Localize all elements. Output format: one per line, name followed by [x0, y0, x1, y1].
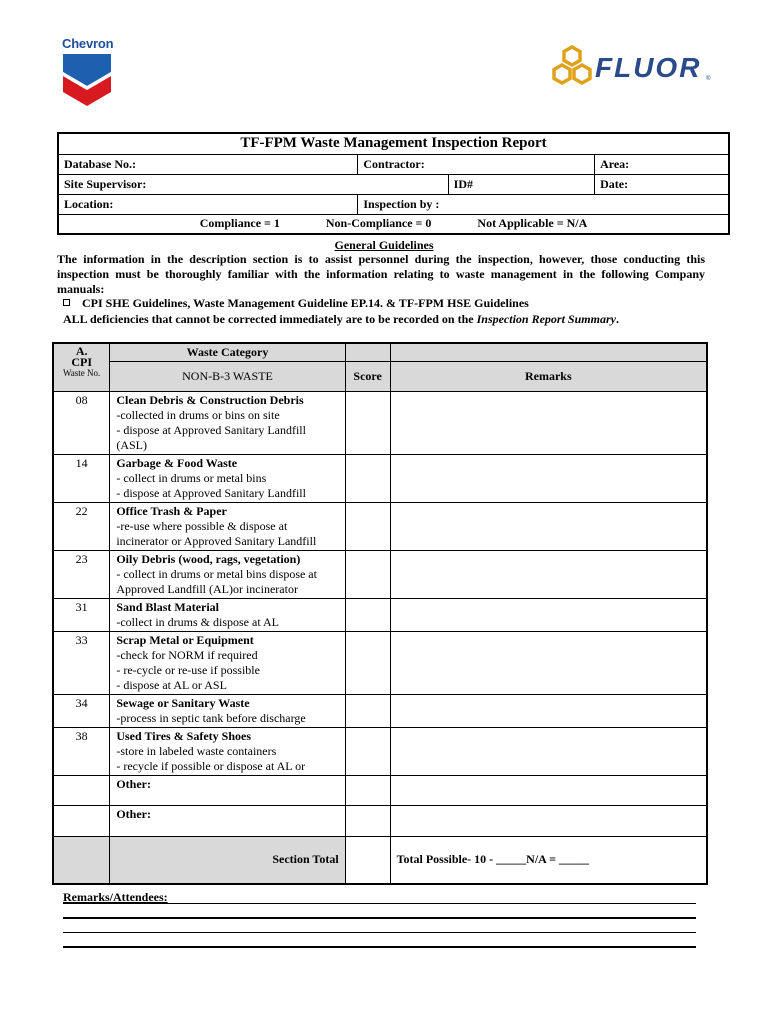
- score-cell[interactable]: [345, 727, 390, 775]
- waste-description: [110, 502, 345, 550]
- waste-description: [110, 727, 345, 775]
- waste-line: Approved Landfill (AL)or incinerator: [116, 581, 298, 596]
- table-row: [53, 727, 707, 775]
- section-total-row: [53, 836, 707, 884]
- table-row: [53, 550, 707, 598]
- guidelines-bullet: [63, 296, 529, 311]
- deficiencies-text: ALL deficiencies that cannot be corrected immediately are to be recorded on the: [63, 312, 474, 326]
- waste-no: 31: [53, 598, 110, 631]
- remarks-header-top: [390, 343, 707, 361]
- section-total-label: Section Total: [110, 836, 345, 884]
- remarks-attendees-label: Remarks/Attendees:: [63, 890, 168, 904]
- table-row: [53, 631, 707, 694]
- report-title: TF-FPM Waste Management Inspection Report: [58, 133, 729, 154]
- remarks-cell[interactable]: [390, 631, 707, 694]
- section-total-blank: [53, 836, 110, 884]
- score-cell[interactable]: [345, 454, 390, 502]
- guidelines-title: General Guidelines: [334, 238, 434, 252]
- waste-no: 14: [53, 454, 110, 502]
- waste-line: - dispose at AL or ASL: [116, 677, 227, 692]
- waste-line: incinerator or Approved Sanitary Landfill: [116, 533, 317, 548]
- waste-no: 08: [53, 391, 110, 454]
- remarks-cell[interactable]: [390, 727, 707, 775]
- waste-line: - collect in drums or metal bins: [116, 470, 267, 485]
- waste-no: 33: [53, 631, 110, 694]
- waste-title: Clean Debris & Construction Debris: [116, 392, 304, 407]
- waste-line: - recycle if possible or dispose at AL or: [116, 758, 306, 773]
- waste-category-header: Waste Category: [110, 343, 345, 361]
- registered-mark: ®: [706, 76, 711, 82]
- deficiencies-note: [63, 312, 619, 327]
- contractor-field[interactable]: Contractor:: [358, 154, 595, 174]
- remarks-cell[interactable]: [390, 454, 707, 502]
- scoring-legend: [58, 214, 729, 234]
- waste-description: [110, 631, 345, 694]
- score-cell[interactable]: [345, 775, 390, 805]
- waste-line: (ASL): [116, 437, 148, 452]
- table-row: [53, 454, 707, 502]
- guidelines-text: The information in the description section is to assist personnel during the inspection, however, those conducting this inspection must be thoroughly familiar with the information relating to waste management in the following Company manuals:: [57, 252, 705, 296]
- other-category-2[interactable]: Other:: [110, 805, 345, 836]
- waste-line: -check for NORM if required: [116, 647, 258, 662]
- table-row: [53, 502, 707, 550]
- total-possible[interactable]: Total Possible- 10 - _____N/A = _____: [390, 836, 707, 884]
- waste-no: 38: [53, 727, 110, 775]
- score-cell[interactable]: [345, 550, 390, 598]
- remarks-line[interactable]: [63, 946, 696, 948]
- remarks-line[interactable]: [63, 917, 696, 919]
- summary-reference: Inspection Report Summary: [476, 312, 616, 326]
- remarks-cell[interactable]: [390, 694, 707, 727]
- col-waste-no-label: Waste No.: [63, 368, 101, 378]
- waste-line: - collect in drums or metal bins dispose at: [116, 566, 317, 581]
- waste-title: Office Trash & Paper: [116, 503, 227, 518]
- date-field[interactable]: Date:: [595, 174, 729, 194]
- score-cell[interactable]: [345, 391, 390, 454]
- remarks-header: Remarks: [390, 361, 707, 391]
- waste-description: [110, 550, 345, 598]
- not-applicable-legend: Not Applicable = N/A: [477, 216, 588, 231]
- table-row: [53, 391, 707, 454]
- deficiencies-period: .: [615, 312, 619, 326]
- score-cell[interactable]: [345, 598, 390, 631]
- non-compliance-legend: Non-Compliance = 0: [325, 216, 432, 231]
- waste-line: - dispose at Approved Sanitary Landfill: [116, 422, 306, 437]
- guidelines-bullet-text: CPI SHE Guidelines, Waste Management Guideline EP.14. & TF-FPM HSE Guidelines: [82, 296, 529, 310]
- score-header-top: [345, 343, 390, 361]
- waste-line: -collect in drums & dispose at AL: [116, 614, 279, 629]
- table-row: [53, 598, 707, 631]
- waste-line: - dispose at Approved Sanitary Landfill: [116, 485, 306, 500]
- waste-title: Oily Debris (wood, rags, vegetation): [116, 551, 301, 566]
- waste-title: Scrap Metal or Equipment: [116, 632, 254, 647]
- score-cell[interactable]: [345, 631, 390, 694]
- score-cell[interactable]: [345, 694, 390, 727]
- table-row: [53, 694, 707, 727]
- remarks-cell[interactable]: [390, 598, 707, 631]
- chevron-logo: [60, 36, 122, 106]
- table-row: [53, 805, 707, 836]
- remarks-cell[interactable]: [390, 805, 707, 836]
- waste-title: Used Tires & Safety Shoes: [116, 728, 252, 743]
- report-header-table: [57, 132, 730, 235]
- waste-line: - re-cycle or re-use if possible: [116, 662, 260, 677]
- score-cell[interactable]: [345, 502, 390, 550]
- chevron-logo-text: Chevron: [62, 36, 114, 51]
- remarks-cell[interactable]: [390, 775, 707, 805]
- waste-line: -process in septic tank before discharge: [116, 710, 306, 725]
- area-field[interactable]: Area:: [595, 154, 729, 174]
- col-cpi-label: CPI: [71, 355, 92, 369]
- fluor-logo-text: FLUOR: [595, 52, 702, 83]
- other-category-1[interactable]: Other:: [110, 775, 345, 805]
- waste-description: [110, 598, 345, 631]
- checkbox-bullet-icon: [63, 299, 70, 306]
- fluor-hexagon-icon: [549, 44, 595, 92]
- waste-description: [110, 391, 345, 454]
- non-b3-header: NON-B-3 WASTE: [110, 361, 345, 391]
- remarks-cell[interactable]: [390, 391, 707, 454]
- waste-no: 23: [53, 550, 110, 598]
- score-header: Score: [345, 361, 390, 391]
- waste-inspection-table: [52, 342, 708, 885]
- col-a-label: A.: [75, 344, 88, 358]
- remarks-line[interactable]: [63, 903, 696, 904]
- waste-no: 34: [53, 694, 110, 727]
- table-row: [53, 775, 707, 805]
- id-field[interactable]: ID#: [448, 174, 594, 194]
- waste-no-empty: [53, 775, 110, 805]
- fluor-logo: [549, 44, 719, 92]
- waste-line: -re-use where possible & dispose at: [116, 518, 288, 533]
- waste-title: Garbage & Food Waste: [116, 455, 238, 470]
- remarks-cell[interactable]: [390, 550, 707, 598]
- waste-no: 22: [53, 502, 110, 550]
- waste-description: [110, 454, 345, 502]
- section-total-score[interactable]: [345, 836, 390, 884]
- database-no-field[interactable]: Database No.:: [58, 154, 358, 174]
- waste-line: -collected in drums or bins on site: [116, 407, 280, 422]
- remarks-cell[interactable]: [390, 502, 707, 550]
- location-field[interactable]: Location:: [58, 194, 358, 214]
- waste-description: [110, 694, 345, 727]
- site-supervisor-field[interactable]: Site Supervisor:: [58, 174, 448, 194]
- remarks-line[interactable]: [63, 932, 696, 933]
- cpi-waste-no-header: [53, 343, 110, 391]
- waste-no-empty: [53, 805, 110, 836]
- inspection-by-field[interactable]: Inspection by :: [358, 194, 729, 214]
- waste-title: Sewage or Sanitary Waste: [116, 695, 250, 710]
- score-cell[interactable]: [345, 805, 390, 836]
- waste-line: -store in labeled waste containers: [116, 743, 277, 758]
- waste-title: Sand Blast Material: [116, 599, 220, 614]
- chevron-emblem-icon: [60, 52, 114, 106]
- compliance-legend: Compliance = 1: [199, 216, 280, 231]
